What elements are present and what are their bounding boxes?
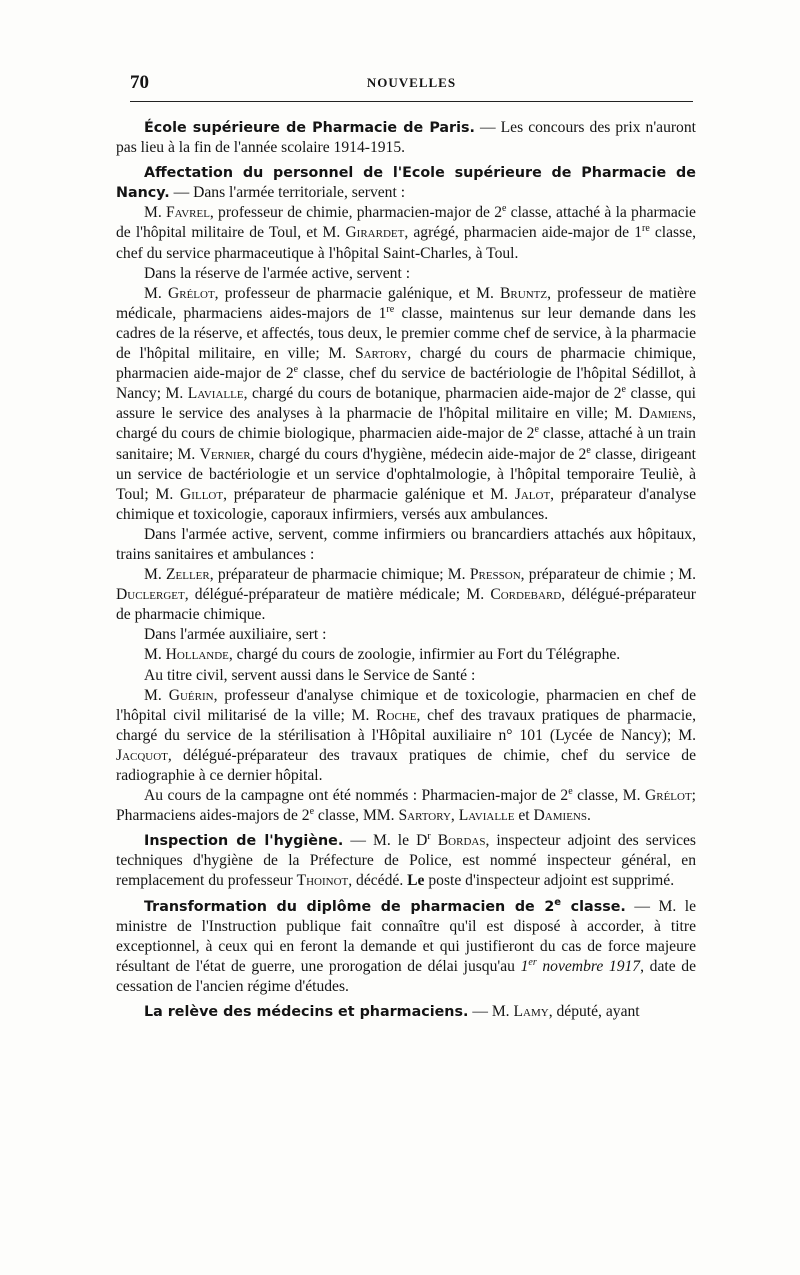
person-name: Hollande [165,646,229,664]
person-name: Sartory [398,807,451,825]
section-heading: École supérieure de Pharmacie de Paris. [144,120,475,136]
article-body [116,118,696,1022]
page-header [130,72,693,94]
section-heading: Affectation du personnel de l'Ecole supérieure de Pharmacie de Nancy. [116,165,696,202]
person-name: Lamy [513,1003,549,1021]
paragraph: M. Guérin, professeur d'analyse chimique et de toxicologie, pharmacien en chef de l'hôpital civil militarisé de la ville; M. Roche, chef des travaux pratiques de pharmacie, chargé du service de la stérilisation à l'Hôpital auxiliaire n° 101 (Lycée de Nancy); M. Jacquot, délégué-préparateur des travaux pratiques de chimie, chef du service de radiographie à ce dernier hôpital. [116,686,696,784]
person-name: Sartory [354,345,408,363]
person-name: Roche [376,706,417,724]
date-text: 1er novembre 1917 [520,956,641,975]
header-rule [130,101,693,102]
section-inspection-hygiene: Inspection de l'hygiène. — M. le $D^r$ Bordas, inspecteur adjoint des services techniques d'hygiène de la Préfecture de Police, est nommé inspecteur général, en remplacement du professeur Thoinot, décédé. Le poste d'inspecteur adjoint est supprimé. [116,831,696,890]
section-heading: La relève des médecins et pharmaciens. [144,1004,469,1021]
person-name: Thoinot [296,872,349,890]
person-name: Bruntz [500,284,548,302]
section-heading: Inspection de l'hygiène. [144,833,344,850]
paragraph-text: — Dans l'armée territoriale, servent : [169,184,406,202]
person-name: Girardet [345,224,405,242]
paragraph: M. Hollande, chargé du cours de zoologie, infirmier au Fort du Télégraphe. [144,646,621,664]
page-number: 70 [130,72,149,93]
person-name: Guérin [168,686,214,704]
paragraph: Dans la réserve de l'armée active, servent : [144,264,411,282]
person-name: Grélot [167,284,215,302]
person-name: Damiens [638,405,693,423]
paragraph: M. Grélot, professeur de pharmacie galénique, et M. Bruntz, professeur de matière médicale, pharmaciens aides-majors de 1re classe, maintenus sur leur demande dans les cadres de la réserve, et affectés, tous deux, le premier comme chef de service, à la pharmacie de l'hôpital militaire, en ville; M. Sartory, chargé du cours de pharmacie chimique, pharmacien aide-major de 2e classe, chef du service de bactériologie de l'hôpital Sédillot, à Nancy; M. Lavialle, chargé du cours de botanique, pharmacien aide-major de 2e classe, qui assure le service des analyses à la pharmacie de l'hôpital militaire en ville; M. Damiens, chargé du cours de chimie biologique, pharmacien aide-major de 2e classe, attaché à un train sanitaire; M. Vernier, chargé du cours d'hygiène, médecin aide-major de 2e classe, dirigeant un service de bactériologie et un service d'ophtalmologie, à l'hôpital temporaire Teuliè, à Toul; M. Gillot, préparateur de pharmacie galénique et M. Jalot, préparateur d'analyse chimique et toxicologie, caporaux infirmiers, versés aux ambulances. [116,284,697,523]
person-name: Presson [469,566,521,584]
section-releve: La relève des médecins et pharmaciens. — M. Lamy, député, ayant [144,1003,640,1021]
paragraph: Au cours de la campagne ont été nommés : Pharmacien-major de 2e classe, M. Grélot; Pharmaciens aides-majors de 2e classe, MM. Sartory, Lavialle et Damiens. [116,785,697,825]
person-name: Cordebard [490,586,562,604]
person-name: Zeller [166,566,210,584]
person-name: Jacquot [116,746,168,764]
person-name: Lavialle [187,385,244,403]
section-heading: Transformation du diplôme de pharmacien de 2e classe. [144,896,626,915]
person-name: Gillot [180,485,224,503]
paragraph: M. Favrel, professeur de chimie, pharmacien-major de 2e classe, attaché à la pharmacie de l'hôpital militaire de Toul, et M. Girardet, agrégé, pharmacien aide-major de 1re classe, chef du service pharmaceutique à l'hôpital Saint-Charles, à Toul. [116,203,697,262]
person-name: Duclerget [116,586,185,604]
paragraph: Dans l'armée active, servent, comme infirmiers ou brancardiers attachés aux hôpitaux, trains sanitaires et ambulances : [116,525,696,563]
section-transformation-diplome: Transformation du diplôme de pharmacien de 2e classe. — M. le ministre de l'Instruction publique fait connaître qu'il est disposé à accorder, à titre exceptionnel, à ceux qui en feront la demande et qui justifieront du cas de force majeure résultant de l'état de guerre, une prorogation de délai jusqu'au 1er novembre 1917, date de cessation de l'ancien régime d'études. [116,896,696,995]
paragraph: Dans l'armée auxiliaire, sert : [144,626,327,644]
paragraph: M. Zeller, préparateur de pharmacie chimique; M. Presson, préparateur de chimie ; M. Duclerget, délégué-préparateur de matière médicale; M. Cordebard, délégué-préparateur de pharmacie chimique. [116,566,696,624]
paragraph-text: — Les concours des prix n'auront pas lieu à la fin de l'année scolaire 1914-1915. [116,119,696,157]
section-ecole-paris [116,118,696,158]
person-name: Grélot [644,787,692,805]
person-name: Bordas [437,832,486,850]
person-name: Damiens [533,807,587,825]
person-name: Favrel [166,204,210,222]
person-name: Jalot [514,485,551,503]
paragraph: Au titre civil, servent aussi dans le Service de Santé : [144,666,476,684]
running-head: NOUVELLES [366,75,457,90]
person-name: Vernier [199,445,251,463]
person-name: Lavialle [458,807,515,825]
section-affectation-nancy [116,163,696,203]
